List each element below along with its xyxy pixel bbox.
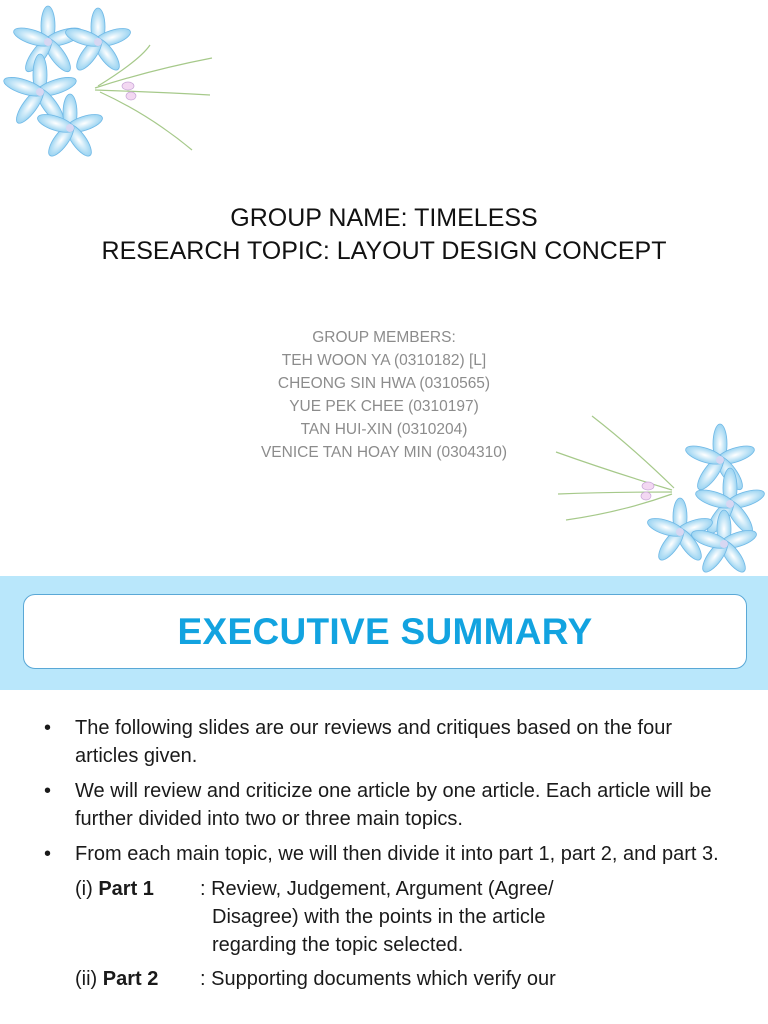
member-name: YUE PEK CHEE (0310197)	[289, 398, 479, 415]
member-name: TAN HUI-XIN (0310204)	[300, 421, 468, 438]
part-item	[0, 875, 768, 959]
bullet-icon: •	[44, 780, 52, 802]
members-heading: GROUP MEMBERS:	[312, 329, 456, 346]
research-topic: RESEARCH TOPIC: LAYOUT DESIGN CONCEPT	[101, 237, 667, 265]
executive-summary-slide	[0, 576, 768, 1024]
bullet-item	[0, 714, 768, 770]
group-members	[0, 326, 768, 464]
bullet-text: From each main topic, we will then divide it into part 1, part 2, and part 3.	[75, 843, 719, 865]
member-name: VENICE TAN HOAY MIN (0304310)	[260, 444, 508, 461]
bullet-item	[0, 777, 768, 833]
bullet-text: We will review and criticize one article by one article. Each article will be further divided into two or three main topics.	[75, 780, 712, 830]
flower-decoration-icon	[0, 0, 215, 175]
part-description: : Supporting documents which verify our	[200, 968, 556, 990]
bullet-icon: •	[44, 717, 52, 739]
title-block	[0, 202, 768, 268]
bullet-icon: •	[44, 843, 52, 865]
group-name: GROUP NAME: TIMELESS	[230, 204, 538, 232]
part-name: Part 1	[98, 878, 154, 900]
part-item	[0, 965, 768, 993]
bullet-text: The following slides are our reviews and critiques based on the four articles given.	[75, 717, 672, 767]
bullet-list	[0, 714, 768, 999]
title-box	[23, 594, 747, 669]
title-banner	[0, 576, 768, 690]
part-description: : Review, Judgement, Argument (Agree/ Disagree) with the points in the article regarding the topic selected.	[200, 878, 554, 956]
bullet-item	[0, 840, 768, 868]
member-name: TEH WOON YA (0310182) [L]	[281, 352, 487, 369]
part-name: Part 2	[102, 968, 159, 990]
part-label: (ii) Part 2	[75, 968, 159, 990]
member-name: CHEONG SIN HWA (0310565)	[277, 375, 491, 392]
slide-title: EXECUTIVE SUMMARY	[177, 610, 593, 652]
part-label: (i) Part 1	[75, 878, 154, 900]
